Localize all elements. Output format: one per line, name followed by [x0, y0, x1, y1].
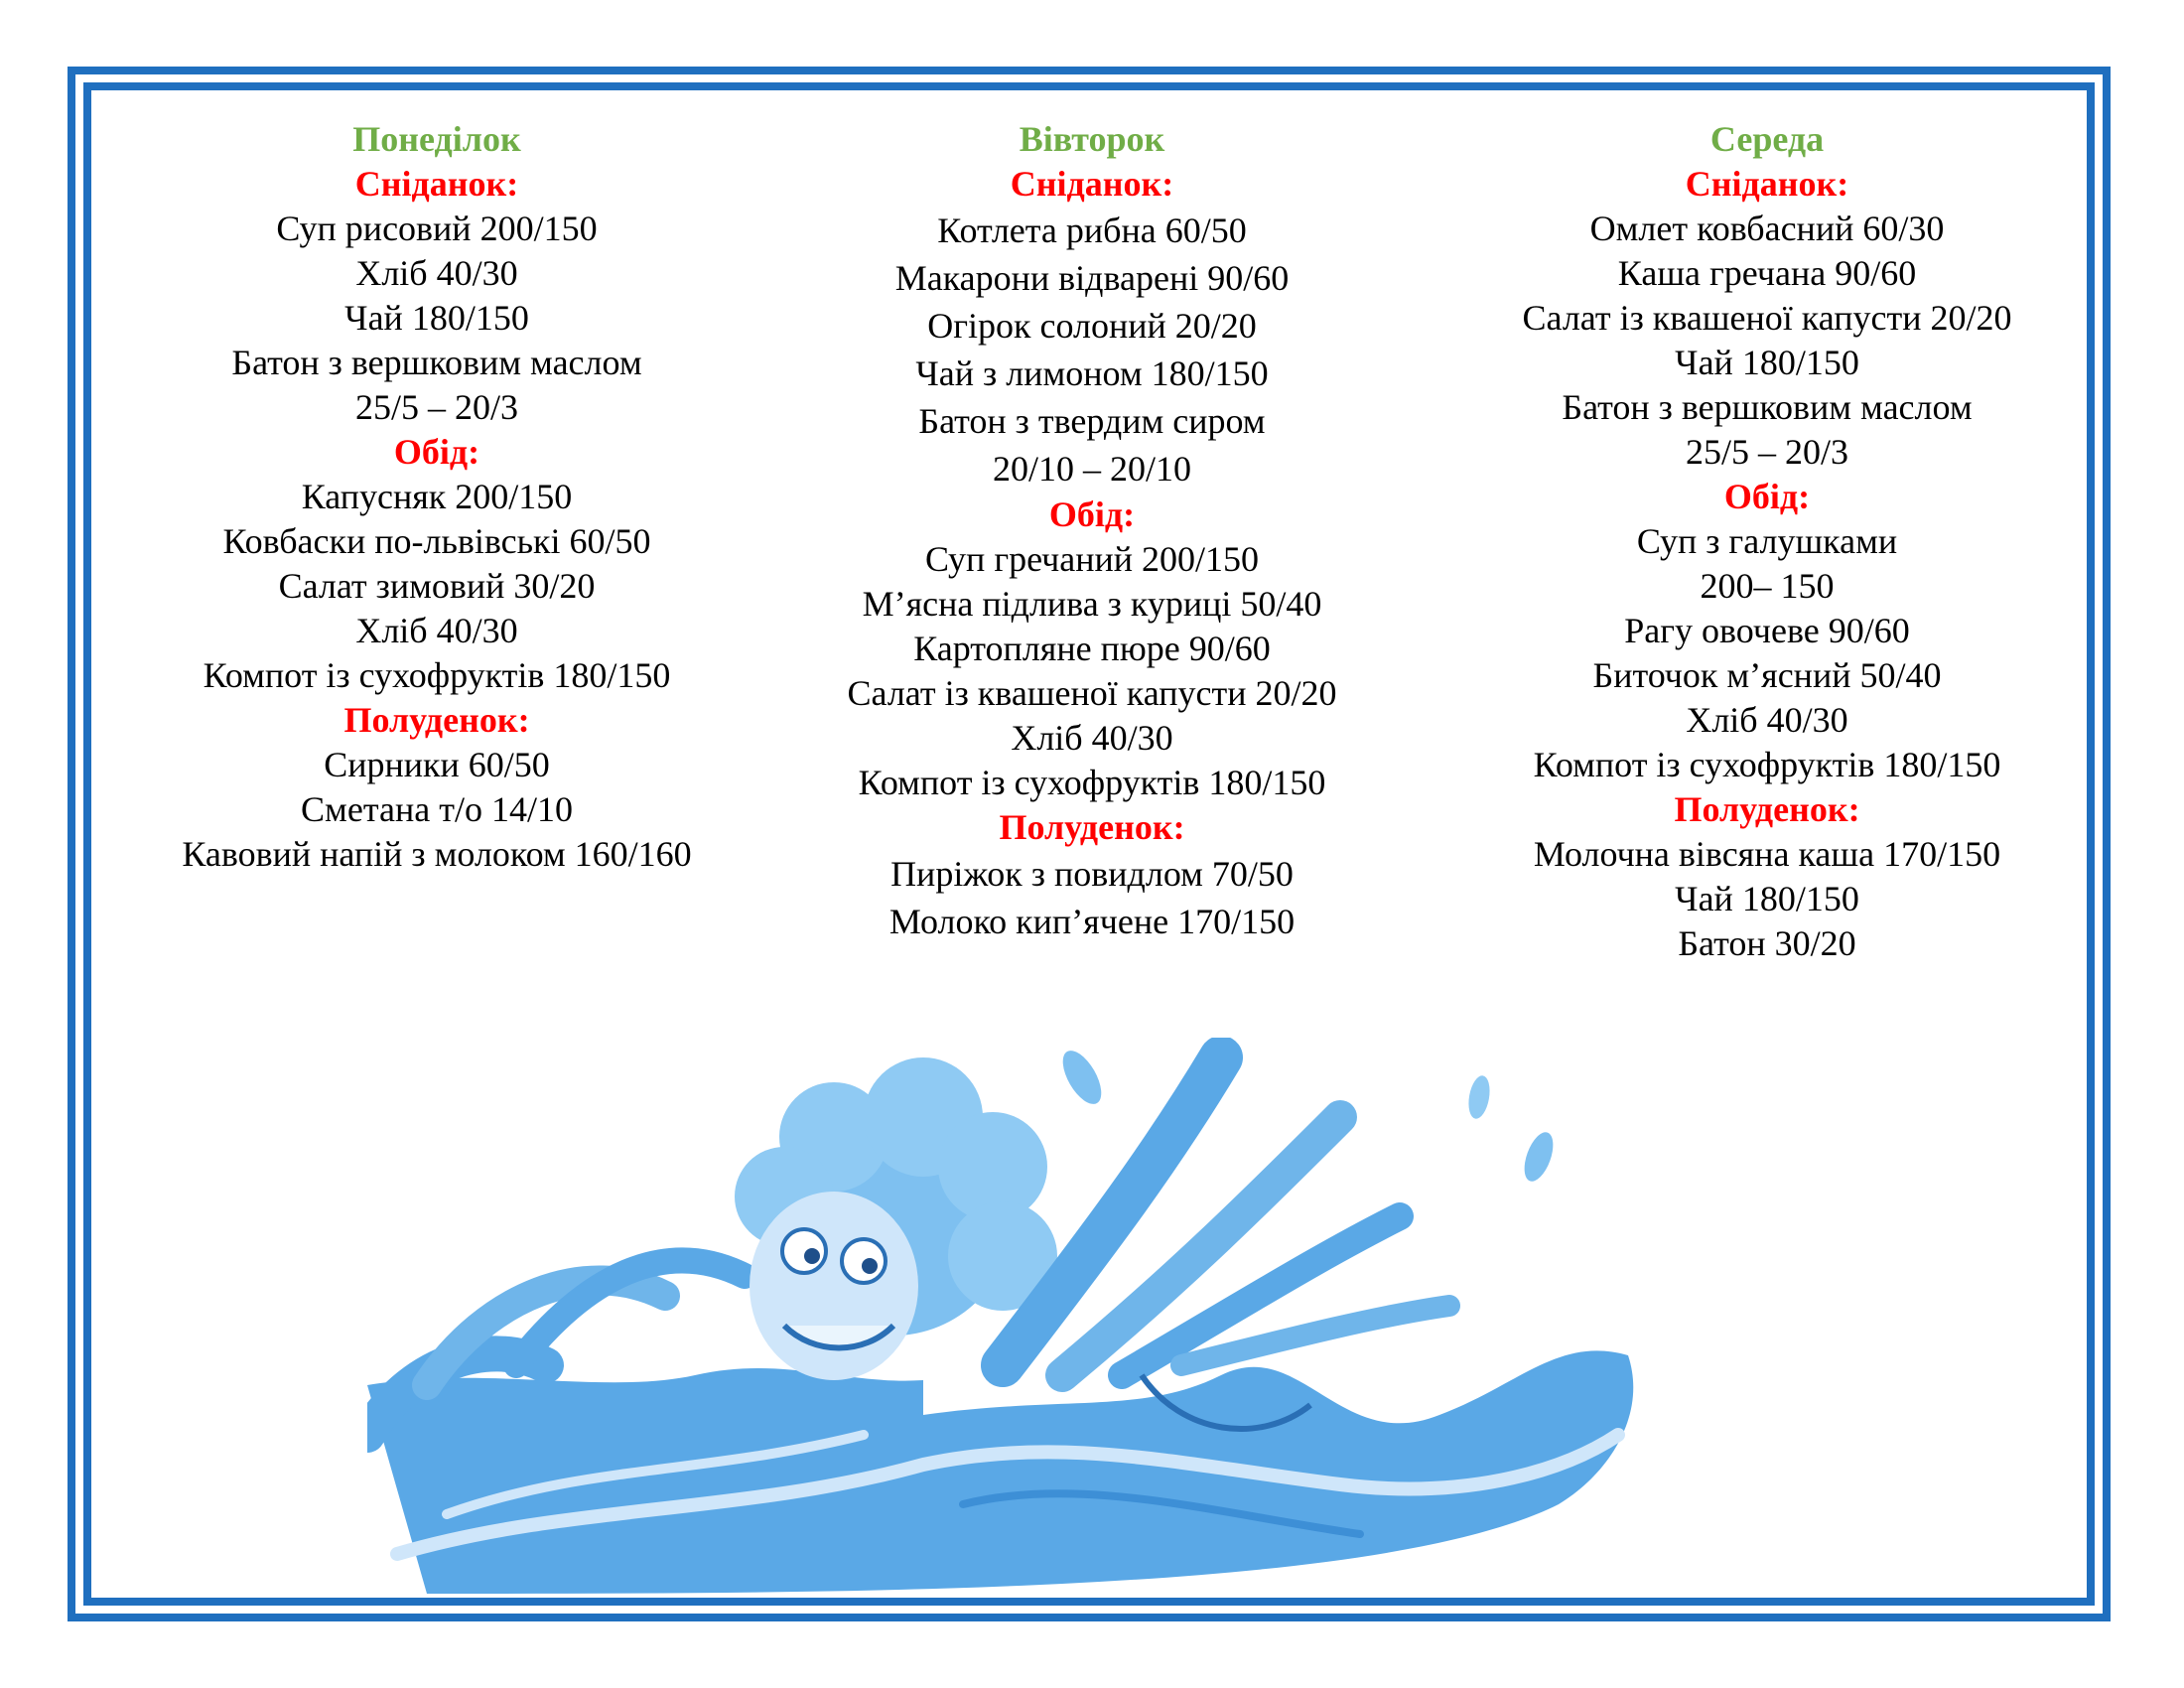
menu-item: Суп гречаний 200/150	[924, 539, 1260, 579]
day-column-wednesday	[1459, 117, 2075, 966]
menu-item: Хліб 40/30	[355, 611, 518, 650]
menu-item: Салат із квашеної капусти 20/20	[847, 673, 1337, 713]
menu-item: Суп з галушками	[1636, 521, 1898, 561]
menu-item: Хліб 40/30	[355, 253, 518, 293]
menu-item: Компот із сухофруктів 180/150	[1533, 745, 2001, 784]
menu-item: Пиріжок з повидлом 70/50	[890, 854, 1294, 894]
menu-item: Хліб 40/30	[1011, 718, 1173, 758]
meal-title-breakfast: Сніданок:	[1685, 164, 1849, 204]
menu-item: Салат із квашеної капусти 20/20	[1522, 298, 2012, 338]
day-column-tuesday	[804, 117, 1380, 945]
menu-item: Макарони відварені 90/60	[894, 258, 1290, 298]
day-column-monday	[139, 117, 735, 877]
day-title: Вівторок	[1019, 119, 1165, 159]
menu-item: Батон з твердим сиром	[918, 401, 1266, 441]
menu-item: Ковбаски по-львівські 60/50	[222, 521, 651, 561]
meal-title-lunch: Обід:	[1723, 477, 1811, 516]
menu-item: Сметана т/о 14/10	[301, 789, 573, 829]
menu-item: Чай з лимоном 180/150	[915, 353, 1269, 393]
meal-title-snack: Полуденок:	[343, 700, 530, 740]
menu-item: Батон 30/20	[1678, 923, 1856, 963]
meal-title-lunch: Обід:	[1048, 494, 1136, 534]
menu-item: 25/5 – 20/3	[1685, 432, 1848, 472]
menu-item: Хліб 40/30	[1686, 700, 1848, 740]
menu-item: Чай 180/150	[344, 298, 529, 338]
menu-item: Компот із сухофруктів 180/150	[203, 655, 671, 695]
menu-item: Капусняк 200/150	[301, 477, 573, 516]
menu-item: 25/5 – 20/3	[354, 387, 518, 427]
menu-item: Суп рисовий 200/150	[276, 209, 598, 248]
meal-title-snack: Полуденок:	[1674, 789, 1860, 829]
day-title: Середа	[1709, 119, 1825, 159]
day-title: Понеділок	[352, 119, 521, 159]
menu-item: Чай 180/150	[1675, 343, 1859, 382]
menu-item: 20/10 – 20/10	[992, 449, 1191, 489]
menu-item: Компот із сухофруктів 180/150	[858, 763, 1326, 802]
splashing-water-character-icon	[367, 1038, 1856, 1614]
menu-item: Салат зимовий 30/20	[278, 566, 596, 606]
menu-item: Биточок м’ясний 50/40	[1592, 655, 1942, 695]
meal-title-breakfast: Сніданок:	[354, 164, 519, 204]
menu-item: Котлета рибна 60/50	[937, 211, 1247, 250]
menu-item: Чай 180/150	[1675, 879, 1859, 918]
menu-item: Молочна вівсяна каша 170/150	[1533, 834, 2001, 874]
meal-title-breakfast: Сніданок:	[1010, 164, 1174, 204]
meal-title-lunch: Обід:	[393, 432, 480, 472]
menu-item: Каша гречана 90/60	[1617, 253, 1917, 293]
menu-item: Рагу овочеве 90/60	[1624, 611, 1910, 650]
menu-item: Молоко кип’ячене 170/150	[888, 902, 1296, 941]
menu-item: 200– 150	[1700, 566, 1835, 606]
menu-item: Кавовий напій з молоком 160/160	[182, 834, 692, 874]
menu-item: Омлет ковбасний 60/30	[1589, 209, 1945, 248]
menu-item: Сирники 60/50	[324, 745, 550, 784]
menu-item: Батон з вершковим маслом	[1562, 387, 1973, 427]
menu-item: М’ясна підлива з куриці 50/40	[862, 584, 1322, 624]
menu-item: Картопляне пюре 90/60	[913, 629, 1271, 668]
meal-title-snack: Полуденок:	[999, 807, 1185, 847]
menu-item: Батон з вершковим маслом	[231, 343, 642, 382]
menu-item: Огірок солоний 20/20	[927, 306, 1257, 346]
